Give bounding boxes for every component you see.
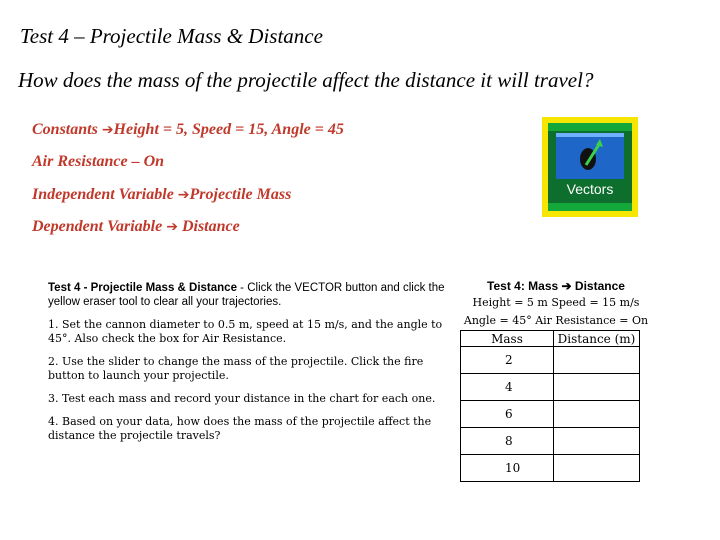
badge-top-stripe xyxy=(548,123,632,131)
table-row xyxy=(461,347,640,374)
independent-label: Independent Variable xyxy=(32,186,174,203)
instructions-step-1: 1. Set the cannon diameter to 0.5 m, speed at 15 m/s, and the angle to 45°. Also check the box for Air Resistance. xyxy=(48,318,443,345)
distance-cell[interactable] xyxy=(554,374,640,401)
vectors-label: Vectors xyxy=(566,181,614,197)
table-header-row xyxy=(461,331,640,347)
dependent-value: Distance xyxy=(181,218,240,235)
vectors-screen xyxy=(556,133,624,179)
instructions-heading: Test 4 - Projectile Mass & Distance xyxy=(48,282,237,294)
vectors-button-face xyxy=(548,123,632,211)
page-title: Test 4 – Projectile Mass & Distance xyxy=(20,24,323,48)
table-row xyxy=(461,401,640,428)
arrow-icon: ➔ xyxy=(177,187,190,203)
dependent-label: Dependent Variable xyxy=(32,218,163,235)
distance-cell[interactable] xyxy=(554,401,640,428)
vector-cannon-icon xyxy=(570,137,610,175)
distance-cell[interactable] xyxy=(554,455,640,482)
instructions-intro-text: - Click the VECTOR button and click the yellow eraser tool to clear all your trajectories. xyxy=(48,282,445,308)
instructions-panel xyxy=(48,281,448,452)
vectors-button[interactable] xyxy=(542,117,638,217)
arrow-icon: ➔ xyxy=(166,219,178,235)
constants-label: Constants xyxy=(32,121,98,138)
table-row xyxy=(461,374,640,401)
arrow-icon: ➔ xyxy=(101,122,114,138)
distance-cell[interactable] xyxy=(554,428,640,455)
independent-value: Projectile Mass xyxy=(189,186,292,203)
table-row xyxy=(461,428,640,455)
constants-line xyxy=(32,121,344,139)
distance-cell[interactable] xyxy=(554,347,640,374)
independent-variable-line xyxy=(32,186,291,204)
mass-distance-table xyxy=(460,330,640,482)
data-panel-condition-1: Height = 5 m Speed = 15 m/s xyxy=(472,296,640,309)
table-row xyxy=(461,455,640,482)
constants-value: Height = 5, Speed = 15, Angle = 45 xyxy=(113,121,344,138)
instructions-step-4: 4. Based on your data, how does the mass of the projectile affect the distance the projectile travels? xyxy=(48,415,432,442)
mass-cell: 4 xyxy=(461,374,554,401)
column-header-mass: Mass xyxy=(461,331,554,347)
mass-cell: 10 xyxy=(461,455,554,482)
dependent-variable-line xyxy=(32,218,240,236)
mass-cell: 6 xyxy=(461,401,554,428)
instructions-intro xyxy=(48,281,448,309)
badge-bottom-stripe xyxy=(548,203,632,211)
column-header-distance: Distance (m) xyxy=(554,331,640,347)
data-panel-condition-2: Angle = 45° Air Resistance = On xyxy=(463,314,649,327)
mass-cell: 8 xyxy=(461,428,554,455)
instructions-step-2: 2. Use the slider to change the mass of the projectile. Click the fire button to launch your projectile. xyxy=(48,355,424,382)
instructions-step-3: 3. Test each mass and record your distance in the chart for each one. xyxy=(48,392,436,405)
research-question: How does the mass of the projectile affect the distance it will travel? xyxy=(18,68,594,92)
mass-cell: 2 xyxy=(461,347,554,374)
air-resistance-line: Air Resistance – On xyxy=(32,153,165,170)
data-panel-heading: Test 4: Mass ➔ Distance xyxy=(487,279,625,293)
